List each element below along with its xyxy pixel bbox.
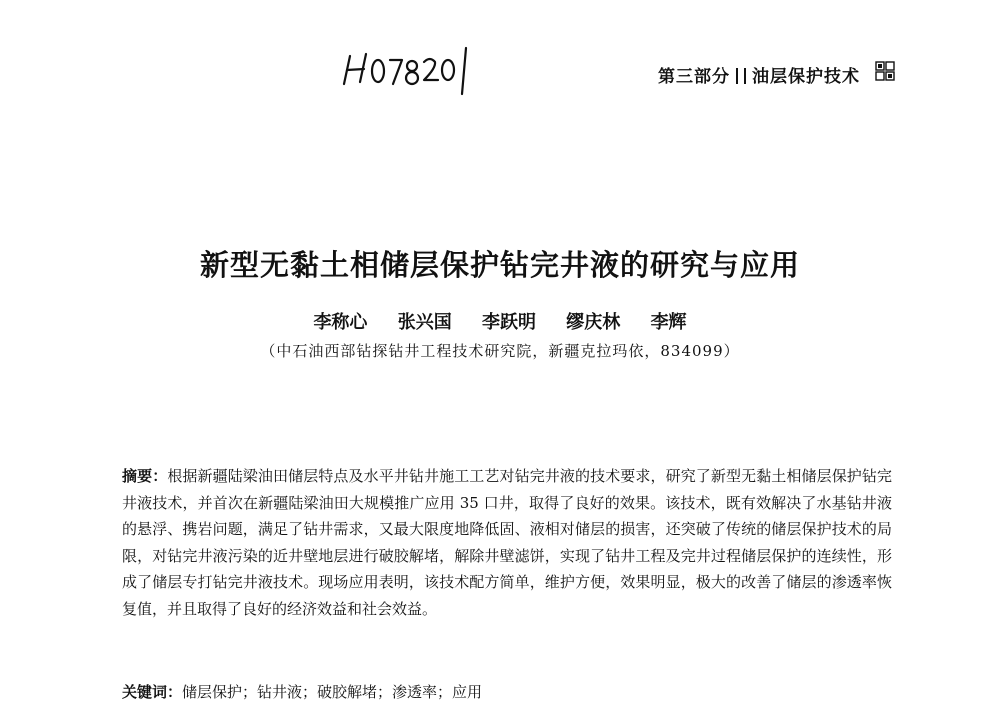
handwritten-note (338, 40, 488, 100)
author-name: 缪庆林 (566, 312, 621, 333)
section-separator (736, 68, 746, 84)
author-name: 张兴国 (397, 312, 452, 333)
keywords-text: 储层保护；钻井液；破胶解堵；渗透率；应用 (182, 683, 483, 701)
page-corner-icon (874, 60, 896, 82)
section-header (658, 62, 860, 87)
keywords-label: 关键词： (122, 683, 183, 701)
paper-title: 新型无黏土相储层保护钻完井液的研究与应用 (199, 248, 800, 282)
keywords (122, 681, 482, 702)
author-name: 李称心 (313, 312, 368, 333)
author-name: 李跃明 (482, 312, 536, 333)
author-affiliation: （中石油西部钻探钻井工程技术研究院，新疆克拉玛依，834099） (260, 342, 740, 360)
author-name: 李辉 (650, 312, 687, 333)
abstract-label: 摘要： (122, 467, 168, 485)
section-part: 第三部分 (658, 67, 730, 87)
section-topic: 油层保护技术 (752, 67, 860, 87)
abstract (122, 463, 892, 622)
author-list (0, 308, 1000, 334)
abstract-text: 根据新疆陆梁油田储层特点及水平井钻井施工工艺对钻完井液的技术要求，研究了新型无黏土相储层保护钻完井液技术，并首次在新疆陆梁油田大规模推广应用 35 口井，取得了良好的效果。该技术，既有效解决了水基钻井液的悬浮、携岩问题，满足了钻井需求，又最大限度地降低固、液相对储层的损害，还突破了传统的储层保护技术的局限，对钻完井液污染的近井壁地层进行破胶解堵，解除井壁滤饼，实现了钻井工程及完井过程储层保护的连续性，形成了储层专打钻完井液技术。现场应用表明，该技术配方简单，维护方便，效果明显，极大的改善了储层的渗透率恢复值，并且取得了良好的经济效益和社会效益。 (122, 467, 892, 618)
